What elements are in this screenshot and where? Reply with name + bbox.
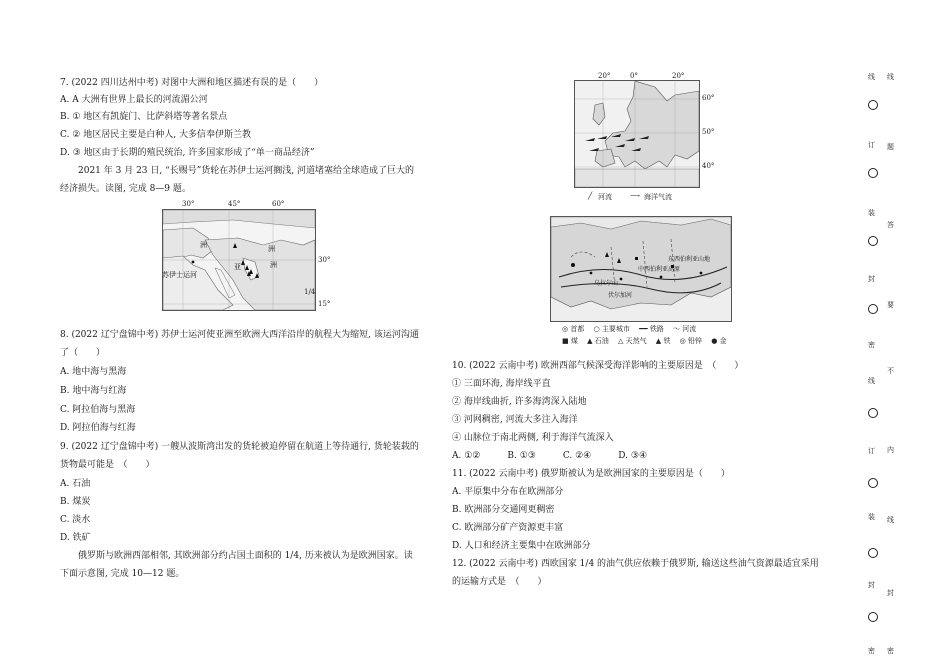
russia-legend-row2	[562, 336, 727, 346]
central-siberia-label: 中西伯利亚高原	[638, 266, 681, 273]
me-right-tick: 1/4	[304, 288, 316, 296]
river-icon: ～	[666, 325, 681, 333]
me-continent-label: 洲	[270, 261, 277, 269]
q10-item-1: ① 三面环海, 海岸线平直	[452, 379, 551, 389]
passage-suez-cont: 经济损失。读图, 完成 8—9 题。	[60, 184, 191, 194]
q10-item-3: ③ 河网稠密, 河流大多注入海洋	[452, 415, 578, 425]
legend-oil: 石油	[594, 337, 609, 345]
binding-char: 不	[887, 367, 894, 375]
legend-railway: 铁路	[649, 325, 664, 333]
question-7: 7. (2022 四川达州中考) 对图中大洲和地区描述有误的是（ ）	[60, 78, 324, 88]
q8-option-c: C. 阿拉伯海与黑海	[60, 405, 136, 415]
eu-legend-airflow: 海洋气流	[644, 193, 672, 201]
binding-char: 线	[868, 377, 875, 385]
binding-hole-icon	[868, 408, 878, 418]
q8-option-b: B. 地中海与红海	[60, 386, 127, 396]
middle-east-map	[162, 209, 316, 311]
binding-char: 封	[868, 275, 875, 283]
me-continent-label: 洲	[268, 245, 275, 253]
passage-suez: 2021 年 3 月 23 日, “长赐号”货轮在苏伊士运河搁浅, 河道堵塞给全球造成了巨大的	[78, 166, 415, 176]
binding-char: 订	[868, 447, 875, 455]
legend-capital: 首都	[570, 325, 585, 333]
q8-option-d: D. 阿拉伯海与红海	[60, 423, 136, 433]
legend-coal: 煤	[570, 337, 578, 345]
binding-char: 答	[887, 221, 894, 229]
me-top-tick: 45°	[228, 200, 241, 208]
q7-option-b: B. ① 地区有凯旋门、比萨斜塔等著名景点	[60, 112, 228, 122]
russia-map-figure	[548, 216, 738, 346]
eu-legend-arrow-icon: ⟶	[630, 192, 641, 200]
gas-icon: △	[610, 337, 624, 345]
me-right-tick: 15°	[318, 300, 331, 308]
binding-char: 装	[868, 209, 875, 217]
legend-gas: 天然气	[625, 337, 647, 345]
east-siberia-label: 东西伯利亚山地	[668, 256, 711, 263]
q11-option-c: C. 欧洲部分矿产资源更丰富	[452, 523, 564, 533]
passage-russia-cont: 下面示意图, 完成 10—12 题。	[60, 569, 185, 579]
binding-char: 密	[868, 341, 875, 349]
binding-hole-icon	[868, 304, 878, 314]
me-continent-label: 洲	[200, 241, 207, 249]
binding-char: 线	[868, 73, 875, 81]
binding-char: 密	[868, 647, 875, 655]
q9-option-a: A. 石油	[60, 479, 91, 489]
middle-east-map-figure	[160, 200, 330, 320]
eu-right-tick: 40°	[702, 162, 715, 170]
binding-char: 订	[868, 141, 875, 149]
question-8-cont: 了（ ）	[60, 348, 106, 358]
question-9-cont: 货物最可能是 （ ）	[60, 460, 155, 470]
binding-char: 内	[887, 446, 894, 454]
binding-char: 要	[887, 301, 894, 309]
me-top-tick: 30°	[182, 200, 195, 208]
q9-option-c: C. 淡水	[60, 515, 91, 525]
binding-char: 题	[887, 143, 894, 151]
me-right-tick: 30°	[318, 256, 331, 264]
binding-char: 密	[887, 647, 894, 655]
binding-hole-icon	[868, 100, 878, 110]
question-12: 12. (2022 云南中考) 西欧国家 1/4 的油气供应依赖于俄罗斯, 输送这些油气资源最适宜采用	[452, 559, 819, 569]
railway-icon: ━━	[632, 325, 648, 333]
eu-top-tick: 0°	[630, 72, 638, 80]
q9-option-d: D. 铁矿	[60, 533, 91, 543]
binding-hole-icon	[868, 478, 878, 488]
oil-icon: ▲	[580, 337, 593, 345]
eu-right-tick: 50°	[702, 128, 715, 136]
binding-margin	[862, 60, 892, 660]
russia-legend-row1	[562, 324, 696, 334]
city-icon: ○	[586, 325, 600, 333]
iron-icon: ▲	[648, 337, 662, 345]
eu-top-tick: 20°	[598, 72, 611, 80]
ural-label: 乌拉尔山	[594, 280, 619, 287]
eu-top-tick: 20°	[672, 72, 685, 80]
binding-hole-icon	[868, 168, 878, 178]
q11-option-d: D. 人口和经济主要集中在欧洲部分	[452, 541, 591, 551]
leadzinc-icon: ◎	[672, 337, 686, 345]
binding-hole-icon	[868, 236, 878, 246]
question-11: 11. (2022 云南中考) 俄罗斯被认为是欧洲国家的主要原因是（ ）	[452, 469, 730, 479]
q11-option-b: B. 欧洲部分交通网更稠密	[452, 505, 555, 515]
q7-option-d: D. ③ 地区由于长期的殖民统治, 许多国家形成了“单一商品经济”	[60, 148, 315, 158]
question-12-cont: 的运输方式是 （ ）	[452, 577, 547, 587]
binding-char: 封	[868, 581, 875, 589]
binding-char: 线	[887, 516, 894, 524]
q9-option-b: B. 煤炭	[60, 497, 91, 507]
eu-right-tick: 60°	[702, 94, 715, 102]
q8-option-a: A. 地中海与黑海	[60, 367, 127, 377]
legend-leadzinc: 铅锌	[688, 337, 703, 345]
eu-legend-river-icon: ╱	[588, 192, 593, 200]
binding-char: 线	[887, 73, 894, 81]
volga-label: 伏尔加河	[608, 292, 633, 299]
binding-hole-icon	[868, 548, 878, 558]
europe-map	[574, 80, 700, 188]
q10-options: A. ①② B. ①③ C. ②④ D. ③④	[452, 451, 648, 461]
me-region-label: 亚	[234, 263, 241, 271]
q10-item-4: ④ 山脉位于南北两侧, 利于海洋气流深入	[452, 433, 614, 443]
legend-iron: 铁	[663, 337, 671, 345]
legend-river: 河流	[682, 325, 697, 333]
q7-option-a: A. A 大洲有世界上最长的河流湄公河	[60, 95, 208, 105]
question-9: 9. (2022 辽宁盘锦中考) 一艘从波斯湾出发的货轮被迫停留在航道上等待通行, 货轮装载的	[60, 442, 419, 452]
legend-city: 主要城市	[601, 325, 630, 333]
binding-char: 封	[887, 589, 894, 597]
europe-map-figure	[572, 70, 722, 210]
coal-icon: ■	[562, 337, 569, 345]
question-8: 8. (2022 辽宁盘锦中考) 苏伊士运河使亚洲至欧洲大西洋沿岸的航程大为缩短, 该运河沟通	[60, 330, 419, 340]
binding-char: 装	[868, 513, 875, 521]
q11-option-a: A. 平原集中分布在欧洲部分	[452, 487, 564, 497]
eu-legend-river: 河流	[598, 193, 612, 201]
passage-russia: 俄罗斯与欧洲西部相邻, 其欧洲部分约占国土面积的 1/4, 历来被认为是欧洲国家。读	[78, 551, 413, 561]
binding-hole-icon	[868, 612, 878, 622]
me-top-tick: 60°	[272, 200, 285, 208]
gold-icon: ●	[704, 337, 718, 345]
q10-item-2: ② 海岸线曲折, 许多海湾深入陆地	[452, 397, 587, 407]
capital-icon: ◎	[562, 325, 569, 333]
legend-gold: 金	[719, 337, 727, 345]
suez-canal-label: 苏伊士运河	[162, 271, 197, 279]
q7-option-c: C. ② 地区居民主要是白种人, 大多信奉伊斯兰教	[60, 130, 251, 140]
question-10: 10. (2022 云南中考) 欧洲西部气候深受海洋影响的主要原因是 （ ）	[452, 361, 744, 371]
